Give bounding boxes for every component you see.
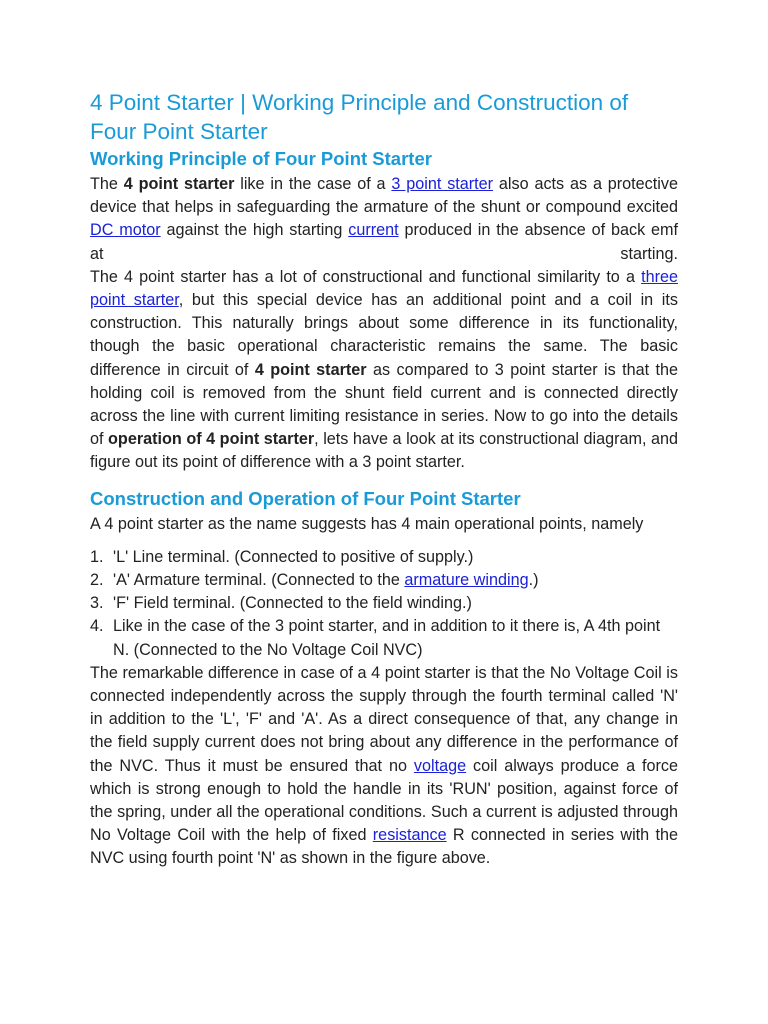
paragraph-similarity <box>90 266 678 475</box>
paragraph-closing <box>90 662 678 871</box>
list-item-text: Like in the case of the 3 point starter, and in addition to it there is, A 4th point N. (Connected to the No Voltage Coil NVC) <box>113 617 661 659</box>
link-current[interactable]: current <box>348 221 399 240</box>
text-run: , but this special device has an additional point and a coil in its construction. This naturally brings about some difference in its functionality, though the basic operational characteristic remains the same. The basic difference in circuit of <box>90 291 678 379</box>
text-run: produced in the absence of back emf at starting. <box>90 221 678 263</box>
link-dc-motor[interactable]: DC motor <box>90 221 161 240</box>
paragraph-lead: A 4 point starter as the name suggests has 4 main operational points, namely <box>90 514 644 533</box>
list-number: 4. <box>90 617 104 636</box>
list-item <box>90 592 678 615</box>
text-run: The remarkable difference in case of a 4 point starter is that the No Voltage Coil is connected independently across the supply through the fourth terminal called 'N' in addition to the 'L', 'F' and 'A'. As a direct consequence of that, any change in the field supply current does not bring about any difference in the performance of the NVC. Thus it must be ensured that no <box>90 663 678 775</box>
paragraph-intro <box>90 173 678 266</box>
bold-term: 4 point starter <box>254 360 367 379</box>
article-content <box>90 88 678 871</box>
text-run: 'A' Armature terminal. (Connected to the <box>113 571 405 590</box>
heading-working-principle: Working Principle of Four Point Starter <box>90 148 432 169</box>
heading-construction-operation: Construction and Operation of Four Point Starter <box>90 487 521 509</box>
list-item-text: 'L' Line terminal. (Connected to positive of supply.) <box>113 547 474 566</box>
bold-term: 4 point starter <box>123 175 235 193</box>
text-run: coil always produce a force which is strong enough to hold the handle in its 'RUN' position, against force of the spring, under all the operational conditions. Such a current is adjusted through No Voltage Coil with the help of fixed <box>90 756 679 845</box>
list-item <box>90 569 678 592</box>
text-run: .) <box>528 571 539 590</box>
link-voltage[interactable]: voltage <box>413 756 467 775</box>
text-run: R connected in series with the NVC using fourth point 'N' as shown in the figure above. <box>90 826 678 868</box>
text-run: also acts as a protective device that helps in safeguarding the armature of the shunt or compound excited <box>90 175 678 217</box>
text-run: The <box>90 175 124 193</box>
list-item-text: 'F' Field terminal. (Connected to the field winding.) <box>113 594 472 613</box>
text-run: The 4 point starter has a lot of constructional and functional similarity to a <box>90 267 642 286</box>
text-run: , lets have a look at its constructional diagram, and figure out its point of difference with a 3 point starter. <box>90 430 679 472</box>
list-number: 3. <box>90 594 104 613</box>
page-title: 4 Point Starter | Working Principle and Construction of Four Point Starter <box>90 90 629 144</box>
text-run: against the high starting <box>160 221 349 240</box>
link-three-point-starter[interactable]: three point starter <box>90 267 678 310</box>
text-run: like in the case of a <box>234 175 392 193</box>
bold-term: operation of 4 point starter <box>108 430 315 449</box>
list-number: 1. <box>90 547 104 566</box>
list-item <box>90 546 678 569</box>
terminal-list <box>90 546 678 662</box>
link-resistance[interactable]: resistance <box>372 826 447 845</box>
link-3-point-starter[interactable]: 3 point starter <box>391 175 494 193</box>
text-run: as compared to 3 point starter is that the holding coil is removed from the shunt field current and is connected directly across the line with current limiting resistance in series. Now to go into the details of <box>90 360 679 449</box>
list-number: 2. <box>90 571 104 590</box>
list-item <box>90 615 678 661</box>
link-armature-winding[interactable]: armature winding <box>404 571 529 590</box>
